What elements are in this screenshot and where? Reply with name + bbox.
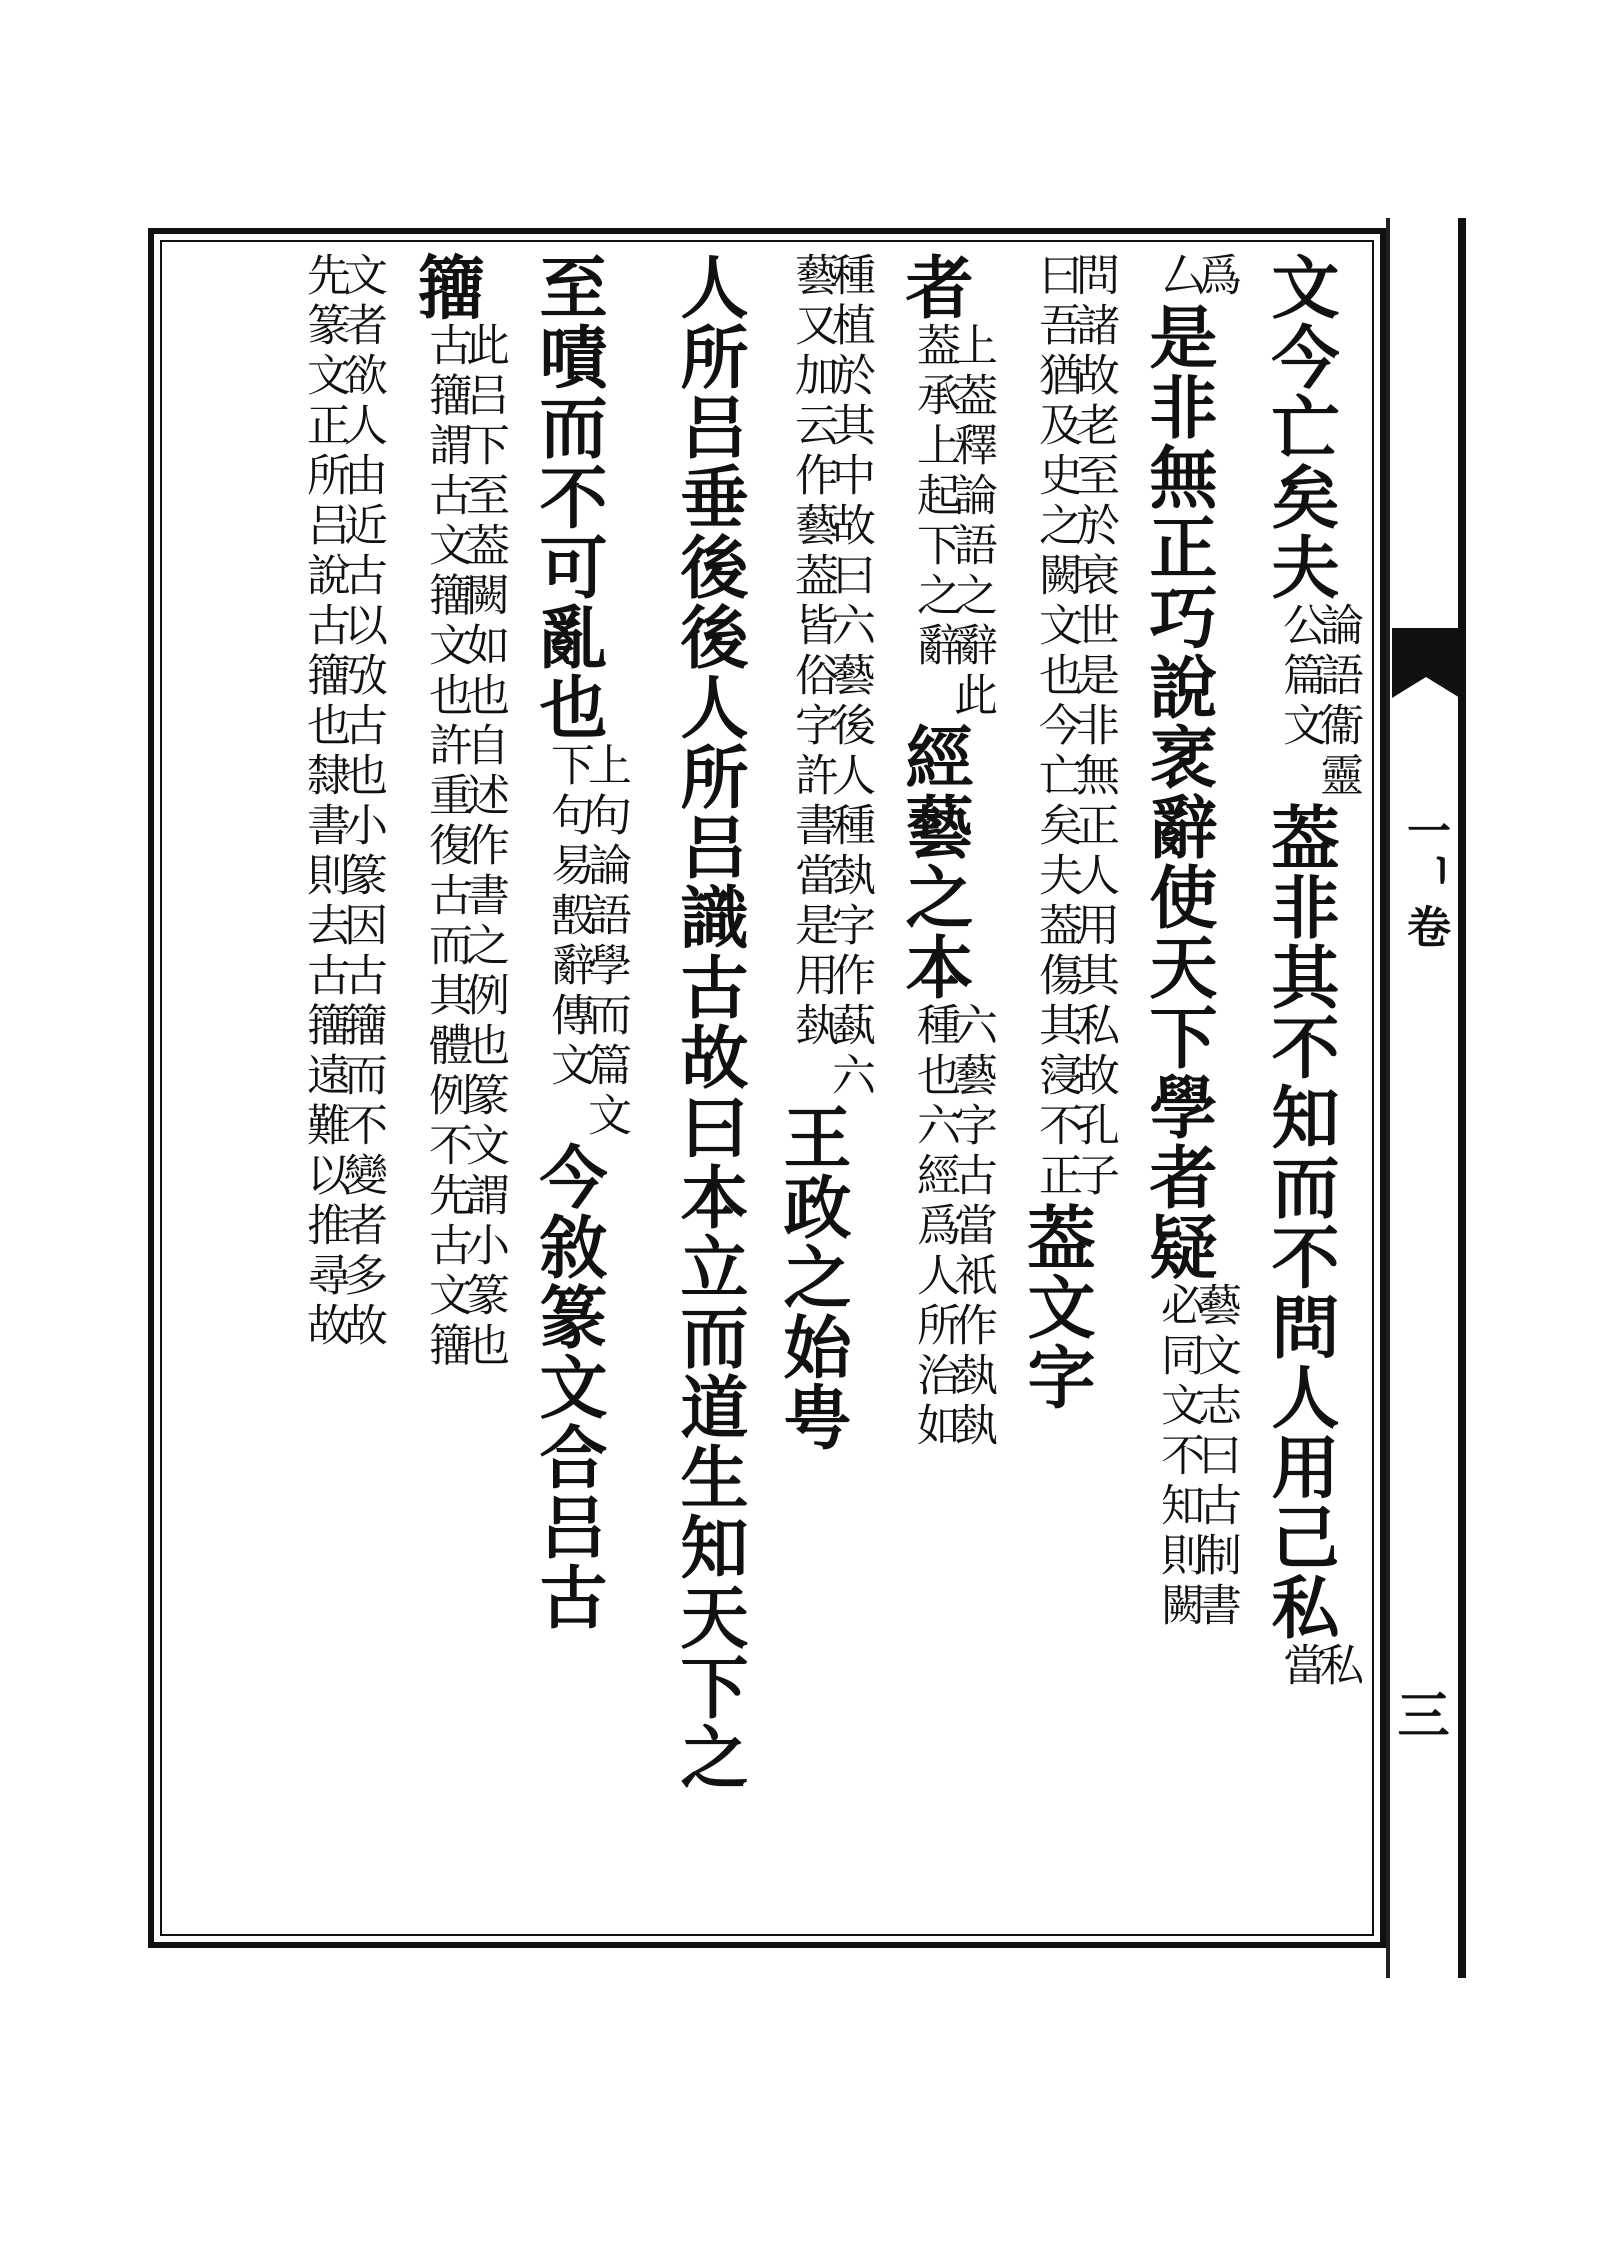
text-column	[528, 252, 631, 1932]
annotation	[543, 742, 631, 1142]
annotation-line: 先篆文正所吕說古籒也隸書則去古籒遠難以推尋故	[299, 252, 350, 1352]
annotation-line: 種植於其中故曰六藝後人種埶字作蓺六	[824, 252, 875, 1102]
annotation-line: 種也六經爲人所治如	[909, 1002, 960, 1452]
main-text: 人所吕垂後後人所吕識古故曰本立而道生知天下之	[669, 252, 749, 1792]
main-text: 至嘖而不可亂也	[528, 252, 608, 742]
annotation	[1153, 1282, 1241, 1632]
annotation-line: 上句論語學而篇文	[580, 742, 631, 1142]
annotation	[299, 252, 387, 1352]
annotation-line: 曰吾猶及史之闕文也今亡矣夫葢傷其寖不正	[1031, 252, 1082, 1202]
main-text: 今敘篆文合吕古	[528, 1142, 608, 1632]
main-text: 是非無正巧說衺辭使天下學者疑	[1138, 302, 1218, 1282]
text-column	[772, 252, 875, 1932]
margin-title: 一ᅵ卷	[1399, 808, 1450, 952]
main-text: 籒	[406, 252, 486, 322]
annotation-line: 古籒謂古文籒文也許重復古而其體例不先古文籒	[421, 322, 472, 1372]
annotation-line: 問諸故老至於衰世是非無正人用其私故孔子	[1068, 252, 1119, 1202]
main-text: 者	[894, 252, 974, 322]
annotation-line: 藝文志曰古制書	[1190, 1282, 1241, 1632]
annotation-line: 上葢釋論語之辭此	[946, 322, 997, 722]
annotation-line: 文者欲人由近古以攷古也小篆因古籒而不變者多故	[336, 252, 387, 1352]
annotation-line: 厶	[1153, 252, 1204, 302]
fold-line-right	[1458, 218, 1466, 1978]
annotation-line: 論語衞靈	[1312, 602, 1363, 802]
annotation	[787, 252, 875, 1102]
annotation	[1031, 252, 1119, 1202]
annotation	[909, 1002, 997, 1452]
annotation-line: 六藝字古當衹作埶埶	[946, 1002, 997, 1452]
annotation-line: 下句易毄辭傳文	[543, 742, 594, 1092]
annotation-line: 公篇文	[1275, 602, 1326, 752]
text-column	[299, 252, 387, 1932]
main-text: 王政之始甹	[772, 1102, 852, 1452]
annotation	[1275, 1642, 1363, 1692]
annotation-line: 藝又加云作藝葢皆俗字許書當是用埶	[787, 252, 838, 1052]
annotation	[909, 322, 997, 722]
text-column	[894, 252, 997, 1932]
text-column	[1260, 252, 1363, 1932]
text-column	[1016, 252, 1119, 1932]
annotation	[1153, 252, 1241, 302]
text-column	[669, 252, 749, 1932]
annotation-line: 私	[1312, 1642, 1363, 1692]
text-column	[406, 252, 509, 1932]
annotation-line: 爲	[1190, 252, 1241, 302]
main-text: 文今亡矣夫	[1260, 252, 1340, 602]
annotation-line: 葢承上起下之辭	[909, 322, 960, 672]
annotation-line: 必同文不知則闕	[1153, 1282, 1204, 1632]
annotation	[421, 322, 509, 1372]
annotation	[1275, 602, 1363, 802]
fold-margin	[1386, 218, 1466, 1978]
main-text: 葢文字	[1016, 1202, 1096, 1412]
page-number: 三	[1388, 1688, 1449, 1740]
main-text: 葢非其不知而不問人用己私	[1260, 802, 1340, 1642]
annotation-line: 此吕下至葢闕如也自述作書之例也篆文謂小篆也	[458, 322, 509, 1372]
text-column	[1138, 252, 1241, 1932]
main-text: 經藝之本	[894, 722, 974, 1002]
fishtail-mark-icon	[1392, 628, 1460, 698]
annotation-line: 當	[1275, 1642, 1326, 1692]
